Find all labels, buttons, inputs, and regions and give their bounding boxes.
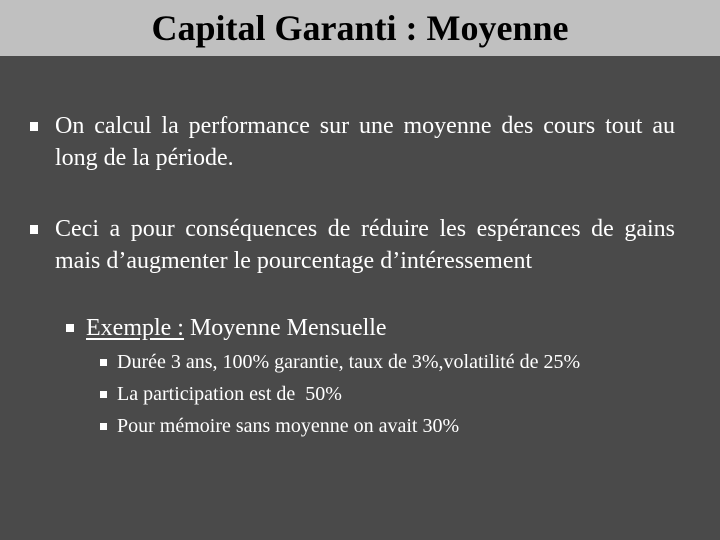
square-bullet-icon — [100, 346, 117, 378]
example-label: Exemple : — [86, 315, 184, 341]
bullet-item-performance — [30, 110, 675, 174]
square-bullet-icon — [100, 378, 117, 410]
example-details-list — [100, 346, 700, 442]
square-bullet-icon — [30, 213, 55, 245]
square-bullet-icon — [100, 410, 117, 442]
detail-text: Durée 3 ans, 100% garantie, taux de 3%,volatilité de 25% — [117, 351, 581, 373]
detail-text: Pour mémoire sans moyenne on avait 30% — [117, 415, 460, 437]
slide-title: Capital Garanti : Moyenne — [151, 8, 569, 48]
bullet-text: Ceci a pour conséquences de réduire les espérances de gains mais d’augmenter le pourcentage d’intéressement — [55, 216, 675, 274]
example-text: Moyenne Mensuelle — [183, 315, 387, 341]
detail-text: La participation est de 50% — [117, 383, 342, 405]
bullet-text: On calcul la performance sur une moyenne des cours tout au long de la période. — [55, 113, 675, 171]
bullet-item-consequences — [30, 213, 675, 277]
detail-item-memo — [100, 410, 700, 442]
detail-item-duration — [100, 346, 700, 378]
square-bullet-icon — [66, 312, 86, 344]
detail-item-participation — [100, 378, 700, 410]
square-bullet-icon — [30, 110, 55, 142]
title-bar — [0, 0, 720, 56]
example-line — [86, 312, 387, 344]
example-bullet — [66, 312, 686, 344]
